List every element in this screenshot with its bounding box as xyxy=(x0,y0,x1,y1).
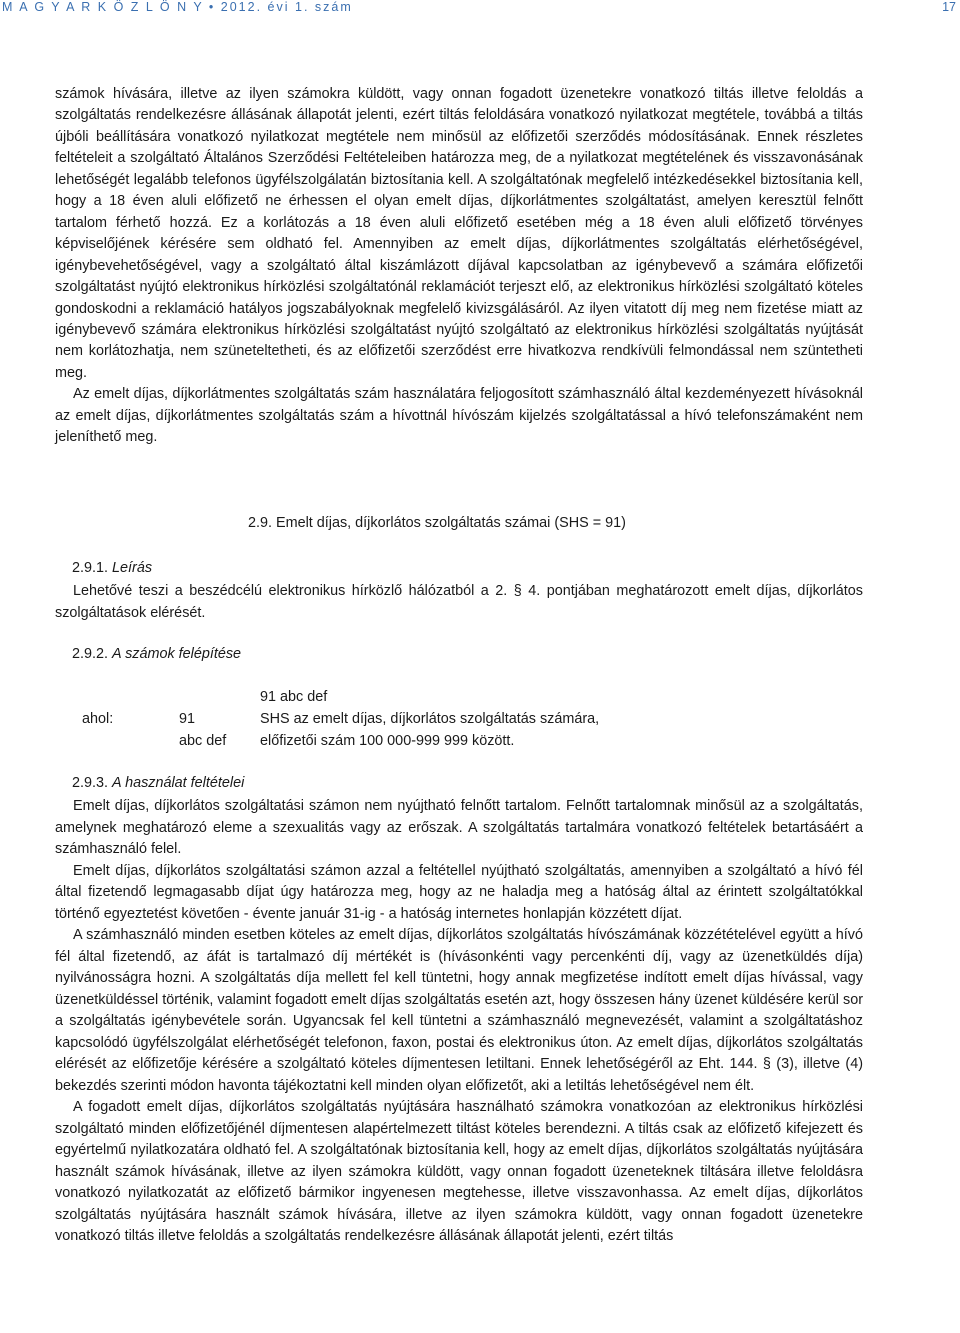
paragraph: Emelt díjas, díjkorlátos szolgáltatási számon azzal a feltétellel nyújtható szolgáltatás, amennyiben a szolgáltató a hívó fél által fizetendő legmagasabb díjat úgy határozza meg, hogy az ne haladja meg a hatóság által az érintett szolgáltatókkal történő egyeztetést követően - évente január 31-ig - a hatóság internetes honlapján közzétett díjat. xyxy=(55,862,863,922)
subsection-number: 2.9.3. xyxy=(72,775,109,791)
subsection-label: A számok felépítése xyxy=(112,646,242,662)
subsection-label: A használat feltételei xyxy=(112,775,245,791)
subsection-title xyxy=(72,560,152,576)
subsection-label: Leírás xyxy=(112,560,153,576)
number-format: 91 abc def xyxy=(260,689,328,705)
paragraph: Az emelt díjas, díjkorlátmentes szolgáltatás szám használatára feljogosított számhasználó által kezdeményezett hívásoknál az emelt díjas, díjkorlátmentes szolgáltatás szám a hívottnál hívószám kijelzés szolgáltatással a hívó telefonszámaként nem jeleníthető meg. xyxy=(55,386,863,446)
paragraph: A fogadott emelt díjas, díjkorlátos szolgáltatás nyújtására használható számokra vonatkozóan az elektronikus hírközlési szolgáltató minden előfizetőjénél díjmentesen alapértelmezett tiltást köteles berendezni. A tiltás csak az előfizető kifejezett és egyértelmű nyilatkozatára oldható fel. A szolgáltatónak biztosítania kell, hogy az emelt díjas, díjkorlátos szolgáltatás nyújtására használt számok hívásának, illetve az ilyen számokra küldött, vagy onnan fogadott üzeneteknek tiltására illetve feloldásra vonatkozó nyilatkozatát az előfizető bármikor ingyenesen megtehesse, illetve visszavonhassa. Az emelt díjas, díjkorlátos szolgáltatás nyújtására használt számok hívására, illetve az ilyen számokra küldött, vagy onnan fogadott üzenetekre vonatkozó tiltás illetve feloldás a szolgáltatás rendelkezésre állásának állapotát jelenti, ezért tiltás xyxy=(55,1099,863,1244)
subsection-text xyxy=(55,581,863,624)
format-key: abc def xyxy=(179,733,227,749)
where-label: ahol: xyxy=(82,711,114,727)
subsection-number: 2.9.1. xyxy=(72,560,109,576)
page-number: 17 xyxy=(942,0,956,14)
page-header xyxy=(0,0,960,24)
main-text xyxy=(55,84,863,449)
paragraph: számok hívására, illetve az ilyen számokra küldött, vagy onnan fogadott üzenetekre vonatkozó tiltás illetve feloldás a szolgáltatás rendelkezésre állásának állapotát jelenti, ezért tiltás feloldására vonatkozó nyilatkozat megtétele, továbbá a tiltás újbóli beállítására vonatkozó nyilatkozat megtétele nem minősül az előfizetői szerződés módosításának. Ennek részletes feltételeit a szolgáltató Általános Szerződési Feltételeiben határozza meg, de a nyilatkozat megtételének és visszavonásának lehetőségét legalább telefonos ügyfélszolgálatán biztosítania kell. A szolgáltatónak megfelelő intézkedésekkel biztosítania kell, hogy a 18 éven aluli előfizető ne érhessen el olyan emelt díjas, díjkorlátmentes szolgáltatást, amelyen keresztül felnőtt tartalom férhető hozzá. Ez a korlátozás a 18 éven aluli előfizető esetében még a 18 éven aluli előfizető törvényes képviselőjének kérésére sem oldható fel. Amennyiben az emelt díjas, díjkorlátmentes szolgáltatás elérhetőségével, igénybevehetőségével, vagy a szolgáltató által kiszámlázott díjával kapcsolatban az igénybevevő a számára előfizetői szolgáltatást nyújtó elektronikus hírközlési szolgáltatónál reklamációt terjeszt elő, az elektronikus hírközlési szolgáltató köteles gondoskodni a reklamáció hatályos jogszabályoknak megfelelő kivizsgálásáról. Az ilyen vitatott díj meg nem fizetése miatt az igénybevevő számára elektronikus hírközlési szolgáltatást nyújtó szolgáltató az elektronikus hírközlési szolgáltatás nyújtását nem korlátozhatja, nem szüneteltetheti, és az előfizetői szerződést erre hivatkozva rendkívüli felmondással nem szüntetheti meg. xyxy=(55,86,863,381)
section-heading: 2.9. Emelt díjas, díjkorlátos szolgáltatás számai (SHS = 91) xyxy=(248,515,626,531)
paragraph: Lehetővé teszi a beszédcélú elektronikus hírközlő hálózatból a 2. § 4. pontjában meghatározott emelt díjas, díjkorlátos szolgáltatások elérését. xyxy=(55,583,863,621)
paragraph: A számhasználó minden esetben köteles az emelt díjas, díjkorlátos szolgáltatás hívószámának közzétételével együtt a hívó fél által fizetendő, az áfát is tartalmazó díj mértékét is (hívásonkénti vagy percenkénti díj, vagy az üzenetküldés díja) nyilvánosságra hozni. A szolgáltatás díja mellett fel kell tüntetni, hogy annak megfizetése indított emelt díjas hívással, vagy üzenetküldéssel történik, valamint fogadott emelt díjas szolgáltatás esetén azt, hogy összesen hány üzenet küldésére kerül sor a szolgáltatás igénybevétele során. Ugyancsak fel kell tüntetni a számhasználó megnevezését, valamint a szolgáltatáshoz kapcsolódó ügyfélszolgálat elérhetőségét telefonon, faxon, postai és elektronikus úton. Az emelt díjas, díjkorlátos szolgáltatás elérését az előfizetője kérésére a szolgáltató köteles díjmentesen letiltani. Ennek lehetőségéről az Eht. 144. § (3), illetve (4) bekezdés szerinti módon havonta tájékoztatni kell minden olyan előfizetőt, aki a letiltás lehetőségével nem élt. xyxy=(55,927,863,1094)
format-description: SHS az emelt díjas, díjkorlátos szolgáltatás számára, xyxy=(260,711,600,727)
subsection-number: 2.9.2. xyxy=(72,646,109,662)
paragraph: Emelt díjas, díjkorlátos szolgáltatási számon nem nyújtható felnőtt tartalom. Felnőtt tartalomnak minősül az a szolgáltatás, amelynek meghatározó eleme a szexualitás vagy az erőszak. A szolgáltatás tartalmára vonatkozó feltételek betartásáért a számhasználó felel. xyxy=(55,798,863,857)
format-description: előfizetői szám 100 000-999 999 között. xyxy=(260,733,515,749)
subsection-title xyxy=(72,646,241,662)
format-key: 91 xyxy=(179,711,196,727)
subsection-title xyxy=(72,775,244,791)
usage-conditions xyxy=(55,796,863,1248)
journal-title: M A G Y A R K Ö Z L Ö N Y • 2012. évi 1. szám xyxy=(2,0,353,14)
